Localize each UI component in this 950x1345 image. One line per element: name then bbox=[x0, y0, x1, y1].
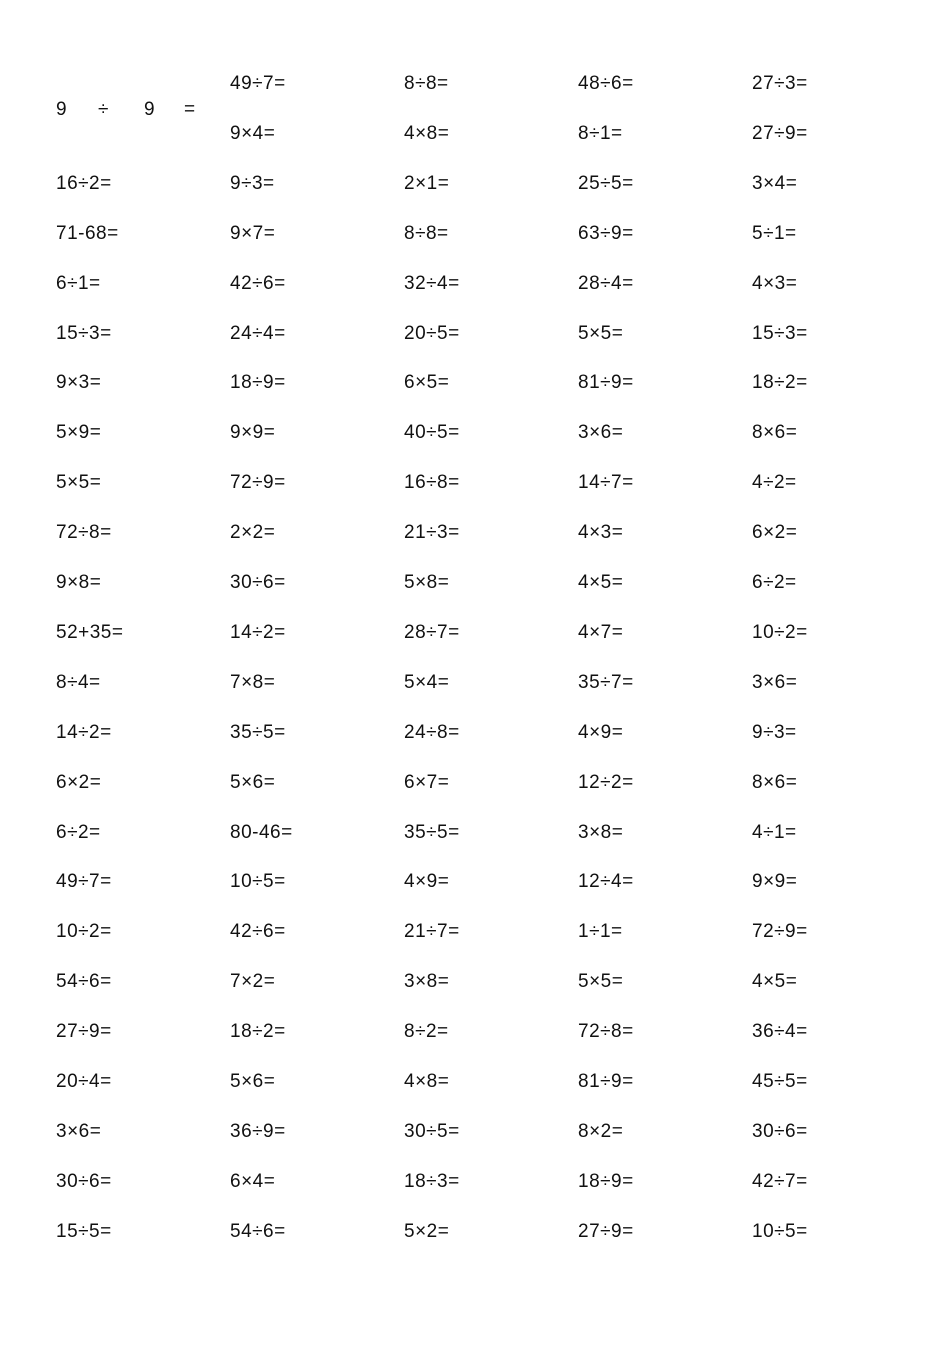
first-problem bbox=[56, 99, 216, 121]
math-problem: 4×8= bbox=[404, 1071, 450, 1092]
math-problem: 3×6= bbox=[56, 1121, 102, 1142]
math-problem: 5×2= bbox=[404, 1221, 450, 1242]
math-problem: 6×2= bbox=[752, 522, 798, 543]
math-problem: 35÷5= bbox=[230, 722, 286, 743]
math-problem: 36÷4= bbox=[752, 1021, 808, 1042]
math-problem: 28÷7= bbox=[404, 622, 460, 643]
math-problem: 4×3= bbox=[752, 273, 798, 294]
math-problem: 4×8= bbox=[404, 123, 450, 144]
math-problem: 27÷9= bbox=[578, 1221, 634, 1242]
math-problem: 10÷5= bbox=[230, 871, 286, 892]
operand-b: 9 bbox=[144, 99, 155, 120]
math-problem: 4×5= bbox=[578, 572, 624, 593]
math-problem: 16÷8= bbox=[404, 472, 460, 493]
math-problem: 18÷3= bbox=[404, 1171, 460, 1192]
math-problem: 10÷2= bbox=[752, 622, 808, 643]
math-problem: 14÷7= bbox=[578, 472, 634, 493]
math-problem: 72÷9= bbox=[752, 921, 808, 942]
math-problem: 30÷6= bbox=[56, 1171, 112, 1192]
math-problem: 49÷7= bbox=[56, 871, 112, 892]
math-problem: 5×8= bbox=[404, 572, 450, 593]
math-problem: 8÷4= bbox=[56, 672, 101, 693]
math-problem: 54÷6= bbox=[230, 1221, 286, 1242]
math-problem: 5×6= bbox=[230, 772, 276, 793]
math-problem: 12÷2= bbox=[578, 772, 634, 793]
math-problem: 32÷4= bbox=[404, 273, 460, 294]
math-problem: 40÷5= bbox=[404, 422, 460, 443]
math-problem: 81÷9= bbox=[578, 372, 634, 393]
math-problem: 18÷9= bbox=[578, 1171, 634, 1192]
math-problem: 4×9= bbox=[578, 722, 624, 743]
math-problem: 10÷5= bbox=[752, 1221, 808, 1242]
math-problem: 18÷2= bbox=[230, 1021, 286, 1042]
math-problem: 42÷6= bbox=[230, 273, 286, 294]
math-problem: 80-46= bbox=[230, 822, 293, 843]
math-problem: 27÷9= bbox=[752, 123, 808, 144]
operator: ÷ bbox=[98, 99, 109, 120]
math-problem: 3×4= bbox=[752, 173, 798, 194]
math-problem: 7×2= bbox=[230, 971, 276, 992]
math-problem: 8×6= bbox=[752, 772, 798, 793]
math-problem: 71-68= bbox=[56, 223, 119, 244]
math-problem: 8÷1= bbox=[578, 123, 623, 144]
math-problem: 4÷1= bbox=[752, 822, 797, 843]
math-problem: 54÷6= bbox=[56, 971, 112, 992]
math-problem: 4×3= bbox=[578, 522, 624, 543]
math-problem: 5×9= bbox=[56, 422, 102, 443]
math-problem: 30÷5= bbox=[404, 1121, 460, 1142]
math-problem: 42÷7= bbox=[752, 1171, 808, 1192]
math-problem: 25÷5= bbox=[578, 173, 634, 194]
math-problem: 2×2= bbox=[230, 522, 276, 543]
math-problem: 9×4= bbox=[230, 123, 276, 144]
math-problem: 6×2= bbox=[56, 772, 102, 793]
math-problem: 63÷9= bbox=[578, 223, 634, 244]
math-problem: 36÷9= bbox=[230, 1121, 286, 1142]
math-problem: 48÷6= bbox=[578, 73, 634, 94]
math-problem: 16÷2= bbox=[56, 173, 112, 194]
math-problem: 6×4= bbox=[230, 1171, 276, 1192]
math-problem: 49÷7= bbox=[230, 73, 286, 94]
math-problem: 4÷2= bbox=[752, 472, 797, 493]
math-problem: 9÷3= bbox=[752, 722, 797, 743]
math-problem: 8÷8= bbox=[404, 73, 449, 94]
math-problem: 3×6= bbox=[752, 672, 798, 693]
math-problem: 5×6= bbox=[230, 1071, 276, 1092]
math-problem: 72÷8= bbox=[578, 1021, 634, 1042]
math-problem: 30÷6= bbox=[752, 1121, 808, 1142]
math-problem: 6×7= bbox=[404, 772, 450, 793]
math-problem: 35÷5= bbox=[404, 822, 460, 843]
math-problem: 24÷4= bbox=[230, 323, 286, 344]
math-problem: 15÷3= bbox=[752, 323, 808, 344]
math-problem: 5×5= bbox=[56, 472, 102, 493]
math-problem: 18÷9= bbox=[230, 372, 286, 393]
math-problem: 9×9= bbox=[752, 871, 798, 892]
math-problem: 12÷4= bbox=[578, 871, 634, 892]
math-problem: 2×1= bbox=[404, 173, 450, 194]
math-problem: 9÷3= bbox=[230, 173, 275, 194]
math-problem: 1÷1= bbox=[578, 921, 623, 942]
math-problem: 3×8= bbox=[404, 971, 450, 992]
math-problem: 6÷2= bbox=[752, 572, 797, 593]
math-problem: 9×3= bbox=[56, 372, 102, 393]
math-problem: 5÷1= bbox=[752, 223, 797, 244]
math-problem: 8×6= bbox=[752, 422, 798, 443]
math-problem: 4×7= bbox=[578, 622, 624, 643]
math-problem: 27÷9= bbox=[56, 1021, 112, 1042]
math-problem: 8×2= bbox=[578, 1121, 624, 1142]
math-problem: 14÷2= bbox=[56, 722, 112, 743]
math-problem: 6×5= bbox=[404, 372, 450, 393]
math-problem: 6÷1= bbox=[56, 273, 101, 294]
math-problem: 15÷5= bbox=[56, 1221, 112, 1242]
math-problem: 28÷4= bbox=[578, 273, 634, 294]
math-problem: 5×5= bbox=[578, 323, 624, 344]
math-problem: 21÷3= bbox=[404, 522, 460, 543]
math-problem: 3×6= bbox=[578, 422, 624, 443]
math-problem: 9×8= bbox=[56, 572, 102, 593]
math-problem: 5×5= bbox=[578, 971, 624, 992]
math-problem: 14÷2= bbox=[230, 622, 286, 643]
math-problem: 81÷9= bbox=[578, 1071, 634, 1092]
math-problem: 7×8= bbox=[230, 672, 276, 693]
math-problem: 45÷5= bbox=[752, 1071, 808, 1092]
math-problem: 15÷3= bbox=[56, 323, 112, 344]
math-problem: 18÷2= bbox=[752, 372, 808, 393]
math-problem: 27÷3= bbox=[752, 73, 808, 94]
math-problem: 4×5= bbox=[752, 971, 798, 992]
math-problem: 42÷6= bbox=[230, 921, 286, 942]
math-problem: 24÷8= bbox=[404, 722, 460, 743]
math-problem: 72÷9= bbox=[230, 472, 286, 493]
math-problem: 4×9= bbox=[404, 871, 450, 892]
math-problem: 72÷8= bbox=[56, 522, 112, 543]
math-problem: 35÷7= bbox=[578, 672, 634, 693]
math-problem: 8÷2= bbox=[404, 1021, 449, 1042]
math-problem: 3×8= bbox=[578, 822, 624, 843]
equals-sign: = bbox=[184, 99, 196, 120]
math-problem: 9×9= bbox=[230, 422, 276, 443]
math-problem: 9×7= bbox=[230, 223, 276, 244]
math-problem: 20÷5= bbox=[404, 323, 460, 344]
operand-a: 9 bbox=[56, 99, 67, 120]
math-problem: 30÷6= bbox=[230, 572, 286, 593]
math-problem: 21÷7= bbox=[404, 921, 460, 942]
math-problem: 10÷2= bbox=[56, 921, 112, 942]
math-problem: 6÷2= bbox=[56, 822, 101, 843]
math-problem: 20÷4= bbox=[56, 1071, 112, 1092]
math-problem: 5×4= bbox=[404, 672, 450, 693]
math-problem: 8÷8= bbox=[404, 223, 449, 244]
math-problem: 52+35= bbox=[56, 622, 124, 643]
